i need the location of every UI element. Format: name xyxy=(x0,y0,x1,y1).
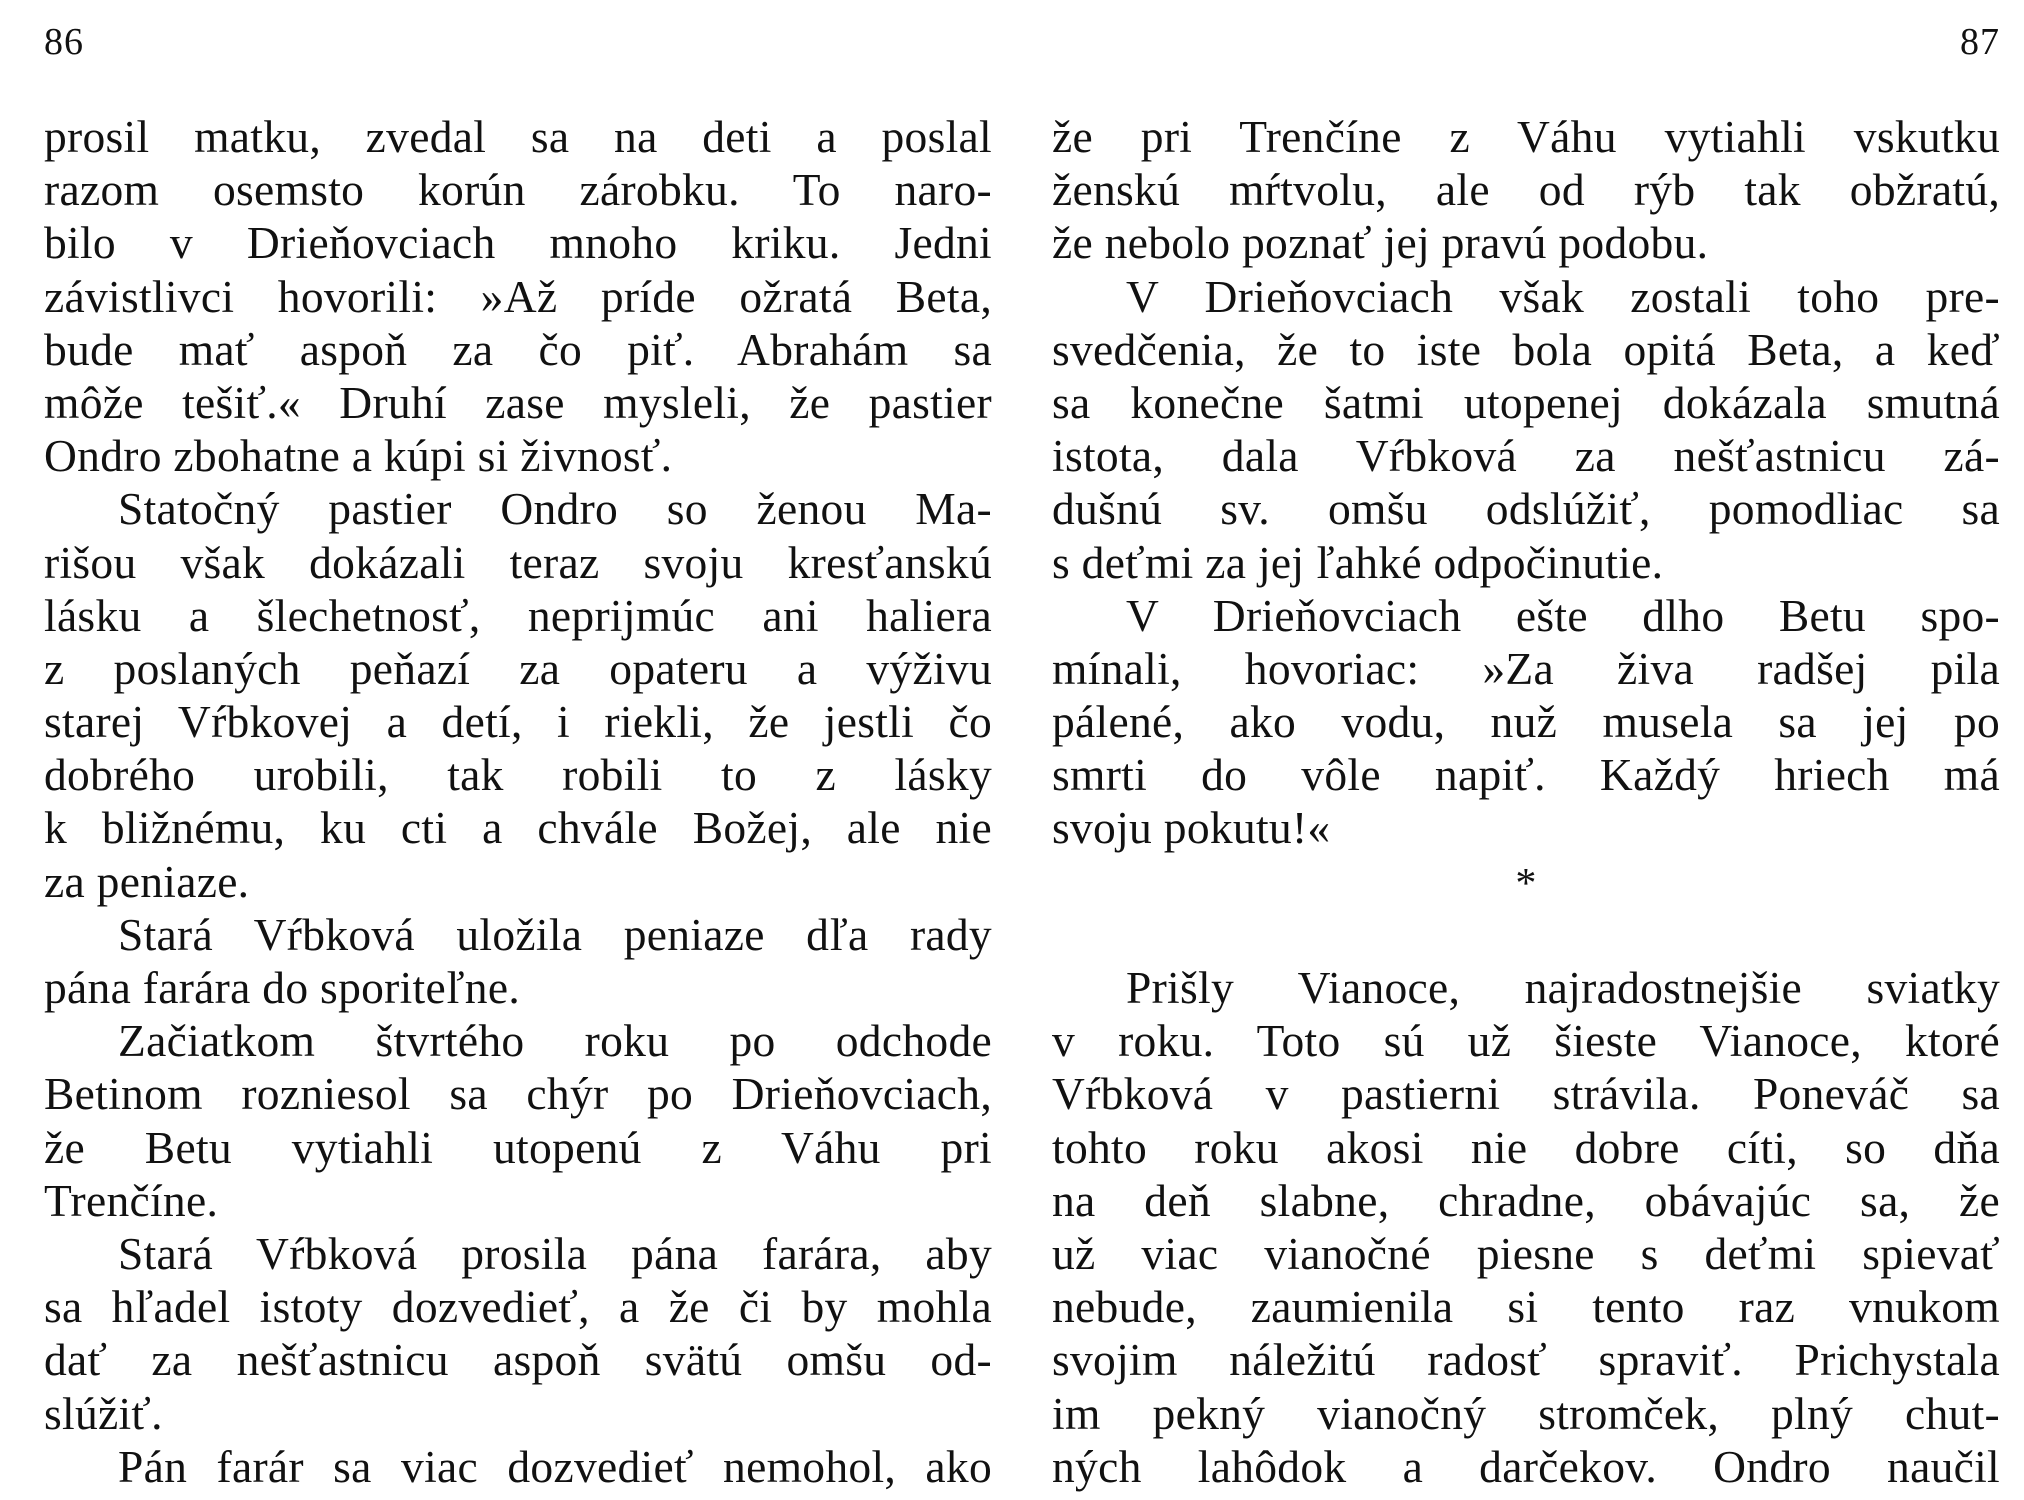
text-line: smrti do vôle napiť. Každý hriech má xyxy=(1052,749,2000,801)
text-line: dušnú sv. omšu odslúžiť, pomodliac sa xyxy=(1052,483,2000,535)
text-line: sa konečne šatmi utopenej dokázala smutná xyxy=(1052,376,2000,428)
text-line: slúžiť. xyxy=(44,1387,163,1439)
text-line: tohto roku akosi nie dobre cíti, so dňa xyxy=(1052,1121,2000,1173)
text-line: že pri Trenčíne z Váhu vytiahli vskutku xyxy=(1052,111,2000,162)
text-line: že nebolo poznať jej pravú podobu. xyxy=(1052,217,1709,269)
page-number: 86 xyxy=(44,21,84,63)
text-line: Ondro zbohatne a kúpi si živnosť. xyxy=(44,430,673,482)
text-line: Betinom rozniesol sa chýr po Drieňovciach, xyxy=(44,1068,992,1120)
text-line: Pán farár sa viac dozvedieť nemohol, ako xyxy=(118,1440,992,1492)
text-line: na deň slabne, chradne, obávajúc sa, že xyxy=(1052,1174,2000,1226)
text-line: ných lahôdok a darčekov. Ondro naučil xyxy=(1052,1440,2000,1492)
text-line: Stará Vŕbková prosila pána farára, aby xyxy=(118,1227,992,1279)
text-line: za peniaze. xyxy=(44,855,250,907)
text-line: že Betu vytiahli utopenú z Váhu pri xyxy=(44,1121,992,1173)
text-line: svoju pokutu!« xyxy=(1052,802,1331,854)
text-line: Vŕbková v pastierni strávila. Poneváč sa xyxy=(1052,1068,2000,1120)
text-line: Statočný pastier Ondro so ženou Ma- xyxy=(118,483,992,535)
text-line: im pekný vianočný stromček, plný chut- xyxy=(1052,1387,2000,1439)
text-line: sa hľadel istoty dozvedieť, a že či by mohla xyxy=(44,1281,992,1333)
right-page xyxy=(1052,0,2000,1500)
section-separator: * xyxy=(1515,860,1537,907)
text-line: ženskú mŕtvolu, ale od rýb tak obžratú, xyxy=(1052,164,2000,216)
text-line: s deťmi za jej ľahké odpočinutie. xyxy=(1052,536,1664,588)
text-line: v roku. Toto sú už šieste Vianoce, ktoré xyxy=(1052,1015,2000,1067)
page-text xyxy=(44,110,992,1493)
text-line: už viac vianočné piesne s deťmi spievať xyxy=(1052,1227,2000,1279)
text-line: Stará Vŕbková uložila peniaze dľa rady xyxy=(118,908,992,960)
text-line: starej Vŕbkovej a detí, i riekli, že jestli čo xyxy=(44,696,992,748)
text-line: V Drieňovciach ešte dlho Betu spo- xyxy=(1126,589,2000,641)
text-line: svojim náležitú radosť spraviť. Prichystala xyxy=(1052,1334,2000,1386)
text-line: svedčenia, že to iste bola opitá Beta, a keď xyxy=(1052,323,2000,375)
text-line: Trenčíne. xyxy=(44,1174,219,1226)
text-line: dobrého urobili, tak robili to z lásky xyxy=(44,749,992,801)
left-page xyxy=(44,0,992,1500)
text-line: V Drieňovciach však zostali toho pre- xyxy=(1126,270,2000,322)
text-line: bilo v Drieňovciach mnoho kriku. Jedni xyxy=(44,217,992,269)
text-line: k bližnému, ku cti a chvále Božej, ale nie xyxy=(44,802,992,854)
page-number: 87 xyxy=(1960,21,2000,63)
text-line: môže tešiť.« Druhí zase mysleli, že pastier xyxy=(44,376,992,428)
text-line: bude mať aspoň za čo piť. Abrahám sa xyxy=(44,323,992,375)
text-line: z poslaných peňazí za opateru a výživu xyxy=(44,642,992,694)
text-line: razom osemsto korún zárobku. To naro- xyxy=(44,164,992,216)
text-line: pána farára do sporiteľne. xyxy=(44,962,520,1013)
text-line: Prišly Vianoce, najradostnejšie sviatky xyxy=(1126,962,2000,1014)
text-line: mínali, hovoriac: »Za živa radšej pila xyxy=(1052,642,2000,694)
text-line: istota, dala Vŕbková za nešťastnicu zá- xyxy=(1052,430,2000,482)
text-line: nebude, zaumienila si tento raz vnukom xyxy=(1052,1281,2000,1333)
page-text xyxy=(1052,110,2000,1493)
text-line: závistlivci hovorili: »Až príde ožratá Beta, xyxy=(44,270,992,322)
text-line: dať za nešťastnicu aspoň svätú omšu od- xyxy=(44,1334,992,1386)
text-line: lásku a šlechetnosť, neprijmúc ani haliera xyxy=(44,589,992,641)
text-line: pálené, ako vodu, nuž musela sa jej po xyxy=(1052,696,2000,748)
text-line: prosil matku, zvedal sa na deti a poslal xyxy=(44,111,992,162)
text-line: Začiatkom štvrtého roku po odchode xyxy=(118,1015,992,1067)
text-line: rišou však dokázali teraz svoju kresťanskú xyxy=(44,536,992,588)
